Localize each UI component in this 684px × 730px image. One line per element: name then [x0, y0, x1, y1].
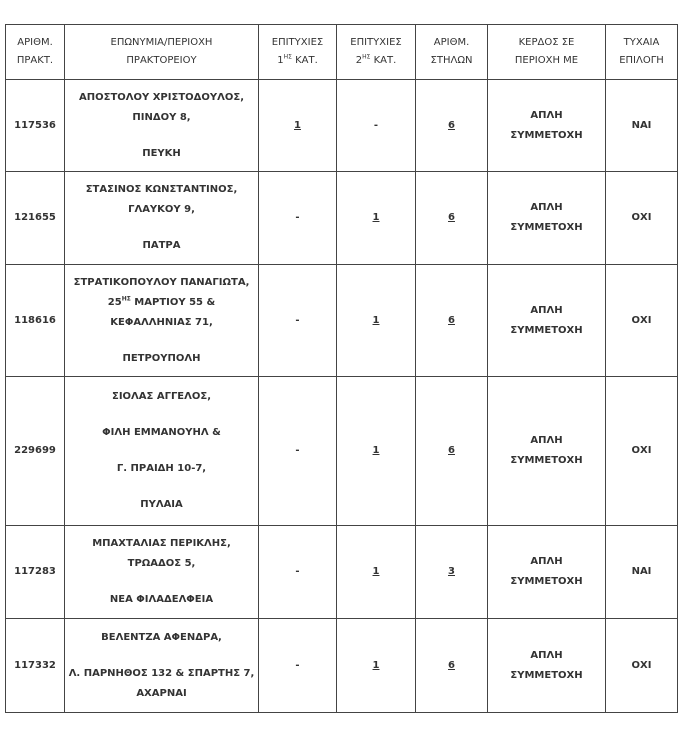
- table-row: [6, 526, 678, 619]
- columns-count-link[interactable]: 6: [448, 445, 455, 456]
- agency-number: 121655: [6, 172, 65, 265]
- table-row: [6, 619, 678, 713]
- agency-results-table: [5, 24, 678, 713]
- first-category-cell: -: [259, 619, 337, 713]
- agency-number: 118616: [6, 265, 65, 377]
- second-category-link[interactable]: 1: [372, 566, 380, 577]
- first-category-cell: -: [259, 172, 337, 265]
- columns-count-cell[interactable]: [416, 619, 488, 713]
- header-gain-type: ΚΕΡΔΟΣ ΣΕ ΠΕΡΙΟΧΗ ΜΕ: [488, 25, 606, 80]
- header-second-category: ΕΠΙΤΥΧΙΕΣ $2^{H\Sigma}$ ΚΑΤ.: [337, 25, 416, 80]
- agency-number: 117536: [6, 80, 65, 172]
- header-first-category: ΕΠΙΤΥΧΙΕΣ $1^{H\Sigma}$ ΚΑΤ.: [259, 25, 337, 80]
- header-agency-number: ΑΡΙΘΜ. ΠΡΑΚΤ.: [6, 25, 65, 80]
- header-random-pick: ΤΥΧΑΙΑ ΕΠΙΛΟΓΗ: [606, 25, 678, 80]
- second-category-cell[interactable]: [337, 265, 416, 377]
- random-pick-cell: ΝΑΙ: [606, 526, 678, 619]
- agency-name-cell: ΣΙΟΛΑΣ ΑΓΓΕΛΟΣ, ΦΙΛΗ ΕΜΜΑΝΟΥΗΛ & Γ. ΠΡΑΙΔΗ 10-7, ΠΥΛΑΙΑ: [65, 377, 259, 526]
- header-columns-count: ΑΡΙΘΜ. ΣΤΗΛΩΝ: [416, 25, 488, 80]
- random-pick-cell: ΟΧΙ: [606, 619, 678, 713]
- second-category-link[interactable]: 1: [372, 445, 380, 456]
- columns-count-link[interactable]: 6: [448, 119, 455, 131]
- columns-count-cell[interactable]: [416, 526, 488, 619]
- first-category-link[interactable]: 1: [294, 119, 301, 131]
- gain-type-cell: ΑΠΛΗ ΣΥΜΜΕΤΟΧΗ: [488, 377, 606, 526]
- second-category-link[interactable]: 1: [372, 659, 380, 671]
- table-row: [6, 80, 678, 172]
- columns-count-cell[interactable]: [416, 377, 488, 526]
- second-category-cell[interactable]: [337, 619, 416, 713]
- second-category-cell[interactable]: [337, 172, 416, 265]
- agency-name-cell: ΜΠΑΧΤΑΛΙΑΣ ΠΕΡΙΚΛΗΣ, ΤΡΩΑΔΟΣ 5, ΝΕΑ ΦΙΛΑΔΕΛΦΕΙΑ: [65, 526, 259, 619]
- columns-count-link[interactable]: 6: [448, 314, 455, 326]
- first-category-cell: -: [259, 377, 337, 526]
- first-category-cell[interactable]: [259, 80, 337, 172]
- random-pick-cell: ΟΧΙ: [606, 265, 678, 377]
- first-category-cell: -: [259, 526, 337, 619]
- agency-name-cell: ΑΠΟΣΤΟΛΟΥ ΧΡΙΣΤΟΔΟΥΛΟΣ, ΠΙΝΔΟΥ 8, ΠΕΥΚΗ: [65, 80, 259, 172]
- columns-count-cell[interactable]: [416, 80, 488, 172]
- table-row: [6, 265, 678, 377]
- header-agency-name: ΕΠΩΝΥΜΙΑ/ΠΕΡΙΟΧΗ ΠΡΑΚΤΟΡΕΙΟΥ: [65, 25, 259, 80]
- gain-type-cell: ΑΠΛΗ ΣΥΜΜΕΤΟΧΗ: [488, 265, 606, 377]
- agency-number: 229699: [6, 377, 65, 526]
- agency-name-cell: ΣΤΡΑΤΙΚΟΠΟΥΛΟΥ ΠΑΝΑΓΙΩΤΑ, $25^{H\Sigma}$ ΜΑΡΤΙΟΥ 55 & ΚΕΦΑΛΛΗΝΙΑΣ 71, ΠΕΤΡΟΥΠΟΛΗ: [65, 265, 259, 377]
- agency-number: 117283: [6, 526, 65, 619]
- agency-name-cell: ΒΕΛΕΝΤΖΑ ΑΦΕΝΔΡΑ, Λ. ΠΑΡΝΗΘΟΣ 132 & ΣΠΑΡΤΗΣ 7, ΑΧΑΡΝΑΙ: [65, 619, 259, 713]
- second-category-link[interactable]: 1: [372, 212, 380, 223]
- second-category-cell[interactable]: [337, 377, 416, 526]
- second-category-link[interactable]: 1: [372, 314, 380, 326]
- second-category-cell: -: [337, 80, 416, 172]
- columns-count-link[interactable]: 3: [448, 566, 455, 577]
- table-row: [6, 377, 678, 526]
- columns-count-link[interactable]: 6: [448, 212, 455, 223]
- results-table-wrapper: [5, 24, 678, 713]
- random-pick-cell: ΟΧΙ: [606, 377, 678, 526]
- table-header-row: [6, 25, 678, 80]
- gain-type-cell: ΑΠΛΗ ΣΥΜΜΕΤΟΧΗ: [488, 172, 606, 265]
- second-category-cell[interactable]: [337, 526, 416, 619]
- agency-number: 117332: [6, 619, 65, 713]
- columns-count-link[interactable]: 6: [448, 659, 455, 671]
- gain-type-cell: ΑΠΛΗ ΣΥΜΜΕΤΟΧΗ: [488, 619, 606, 713]
- columns-count-cell[interactable]: [416, 172, 488, 265]
- gain-type-cell: ΑΠΛΗ ΣΥΜΜΕΤΟΧΗ: [488, 80, 606, 172]
- random-pick-cell: ΟΧΙ: [606, 172, 678, 265]
- columns-count-cell[interactable]: [416, 265, 488, 377]
- first-category-cell: -: [259, 265, 337, 377]
- random-pick-cell: ΝΑΙ: [606, 80, 678, 172]
- gain-type-cell: ΑΠΛΗ ΣΥΜΜΕΤΟΧΗ: [488, 526, 606, 619]
- agency-name-cell: ΣΤΑΣΙΝΟΣ ΚΩΝΣΤΑΝΤΙΝΟΣ, ΓΛΑΥΚΟΥ 9, ΠΑΤΡΑ: [65, 172, 259, 265]
- table-row: [6, 172, 678, 265]
